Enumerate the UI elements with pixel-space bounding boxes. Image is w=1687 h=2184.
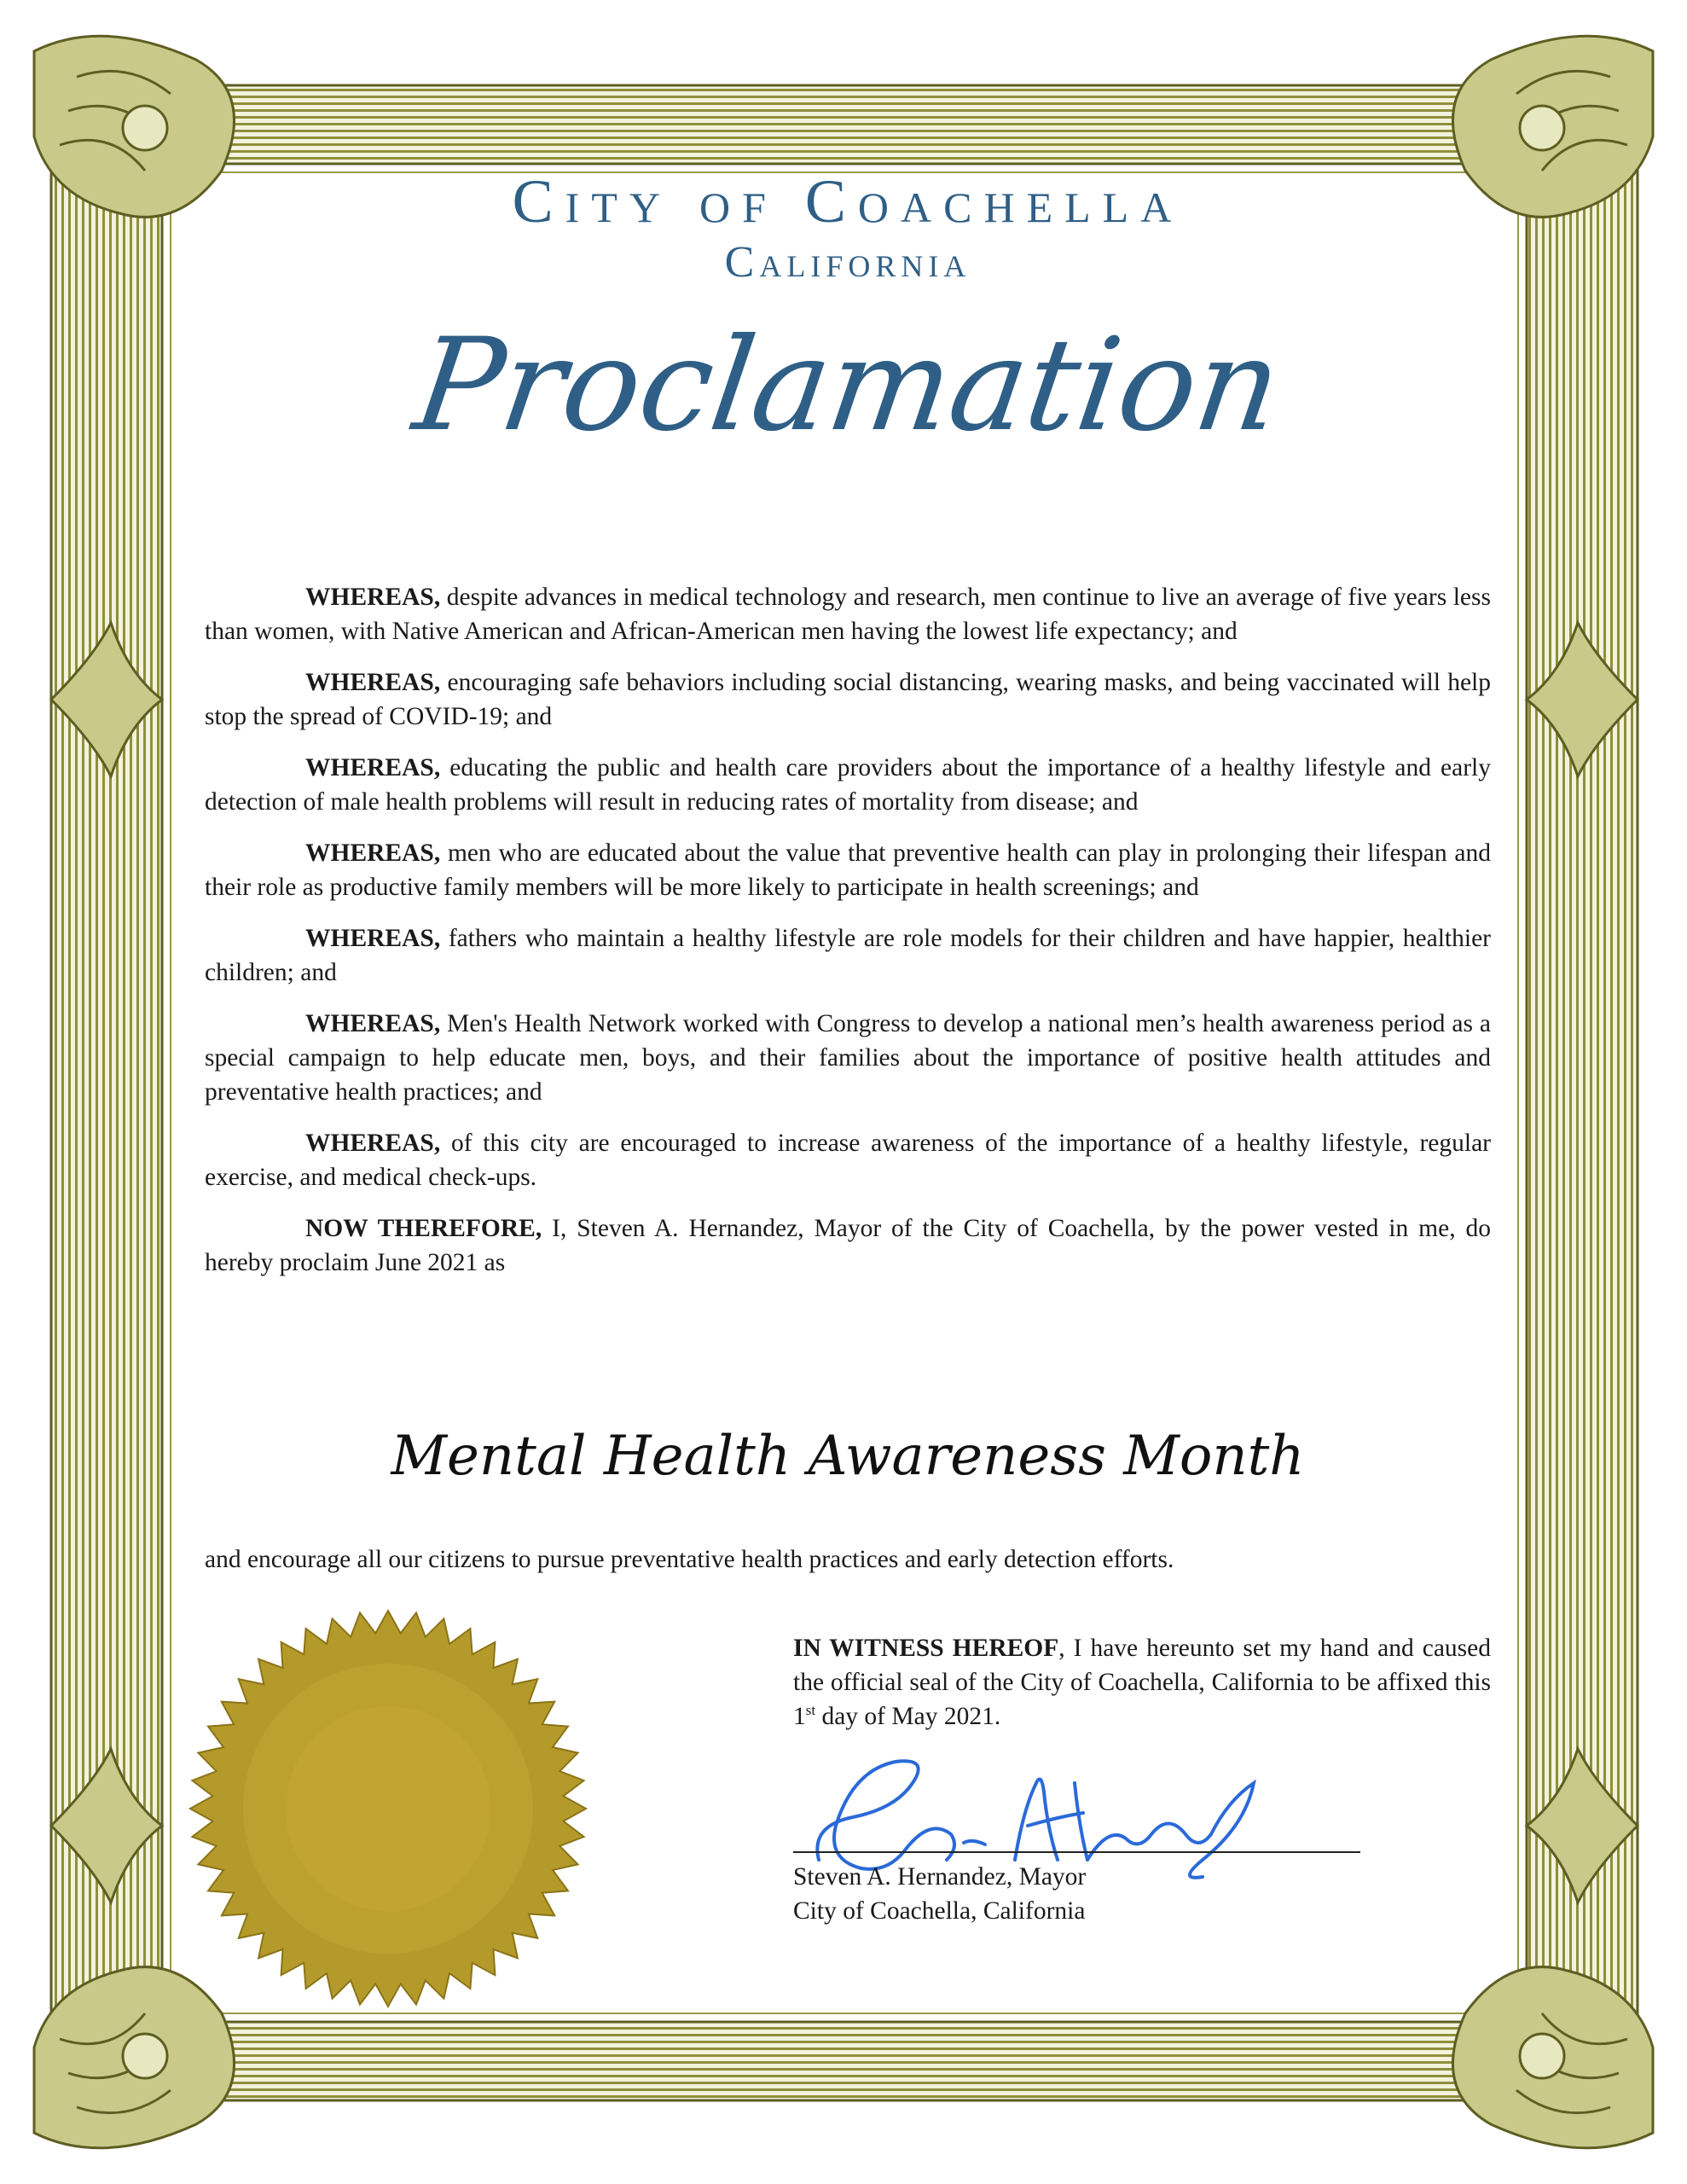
paragraph-lead: WHEREAS, <box>305 754 441 781</box>
city-title: City of Coachella <box>512 167 1184 235</box>
witness-statement <box>793 1631 1491 1734</box>
signer-name-title: Steven A. Hernandez, Mayor <box>793 1863 1087 1891</box>
whereas-paragraph-2 <box>205 665 1491 734</box>
proclamation-content <box>205 167 1491 1962</box>
paragraph-lead: NOW THEREFORE, <box>305 1215 542 1242</box>
witness-lead: IN WITNESS HEREOF <box>793 1635 1059 1662</box>
paragraph-text: men who are educated about the value that preventive health can play in prolonging their lifespan and their role as productive family members will be more likely to participate in health screenings; and <box>205 839 1491 901</box>
paragraph-text: of this city are encouraged to increase awareness of the importance of a healthy lifestyle, regular exercise, and medical check-ups. <box>205 1130 1491 1191</box>
paragraph-lead: WHEREAS, <box>305 584 441 611</box>
witness-superscript: st <box>805 1702 816 1719</box>
paragraph-text: fathers who maintain a healthy lifestyle are role models for their children and have happier, healthier children; and <box>205 925 1491 986</box>
gold-seal-icon <box>188 1608 588 2009</box>
paragraph-lead: WHEREAS, <box>305 839 441 867</box>
whereas-paragraph-1 <box>205 580 1491 648</box>
whereas-paragraph-6 <box>205 1007 1491 1109</box>
paragraph-lead: WHEREAS, <box>305 669 441 696</box>
month-title: Mental Health Awareness Month <box>391 1425 1305 1488</box>
state-title: California <box>724 238 971 287</box>
paragraph-lead: WHEREAS, <box>305 1130 441 1157</box>
whereas-paragraph-3 <box>205 751 1491 819</box>
paragraph-text: I, Steven A. Hernandez, Mayor of the City of Coachella, by the power vested in me, do hereby proclaim June 2021 as <box>205 1215 1491 1276</box>
signer-organization: City of Coachella, California <box>793 1897 1086 1925</box>
paragraph-text: educating the public and health care providers about the importance of a healthy lifestyle and early detection of male health problems will result in reducing rates of mortality from disease; and <box>205 754 1491 816</box>
body-text <box>205 580 1491 1297</box>
paragraph-lead: WHEREAS, <box>305 1010 441 1037</box>
signature-line <box>793 1851 1360 1853</box>
signer-block <box>793 1860 1086 1928</box>
closing-statement: and encourage all our citizens to pursue preventative health practices and early detection efforts. <box>205 1546 1174 1573</box>
now-therefore-paragraph <box>205 1211 1491 1280</box>
paragraph-text: Men's Health Network worked with Congress to develop a national men’s health awareness period as a special campaign to help educate men, boys, and their families about the importance of positive health attitudes and preventative health practices; and <box>205 1010 1491 1106</box>
whereas-paragraph-4 <box>205 836 1491 904</box>
paragraph-text: despite advances in medical technology and research, men continue to live an average of five years less than women, with Native American and African-American men having the lowest life expectancy; and <box>205 584 1491 645</box>
paragraph-text: encouraging safe behaviors including social distancing, wearing masks, and being vaccinated will help stop the spread of COVID-19; and <box>205 669 1491 730</box>
proclamation-heading: Proclamation <box>406 311 1290 460</box>
witness-text: , I have hereunto set my hand and caused the official seal of the City of Coachella, California to be affixed this 1 <box>793 1635 1491 1730</box>
paragraph-lead: WHEREAS, <box>305 925 441 952</box>
whereas-paragraph-7 <box>205 1126 1491 1194</box>
witness-text-end: day of May 2021. <box>815 1703 1001 1730</box>
whereas-paragraph-5 <box>205 921 1491 990</box>
